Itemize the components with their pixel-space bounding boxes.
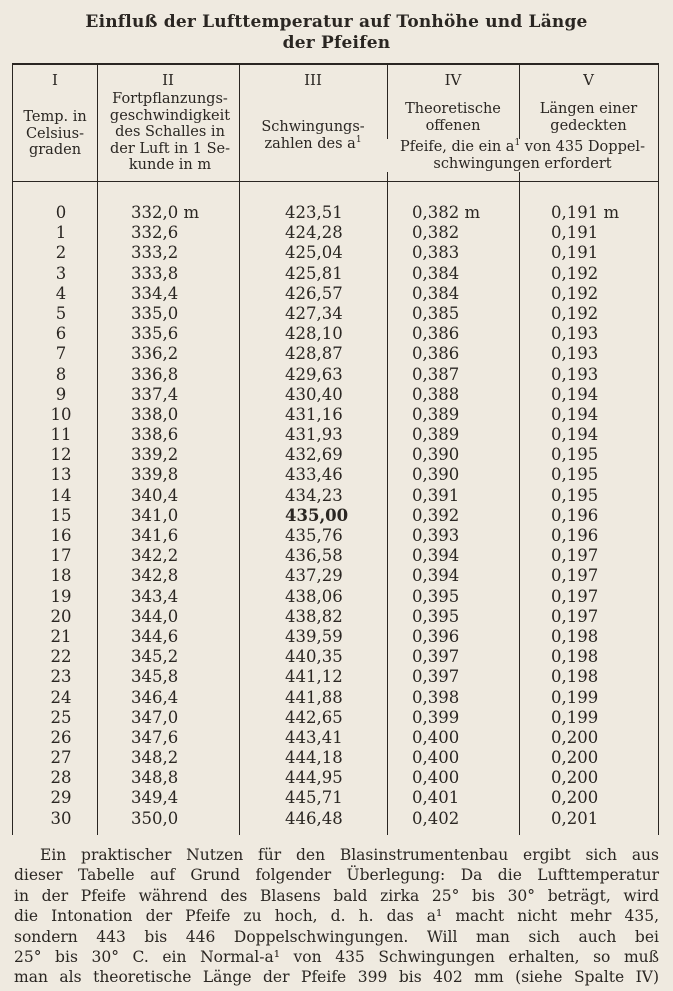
body-paragraph: [14, 845, 659, 988]
cell-stopped-length: 0,201: [551, 808, 599, 828]
cell-temperature: 2: [55, 243, 67, 263]
cell-open-length: 0,389: [412, 425, 460, 445]
cell-frequency: 444,18: [285, 748, 343, 768]
table-row: [13, 344, 658, 364]
table-row: [13, 566, 658, 586]
cell-open-length: 0,387: [412, 364, 460, 384]
cell-stopped-length: 0,191: [551, 243, 599, 263]
cell-speed: 338,0: [131, 404, 179, 424]
table-row: [13, 768, 658, 788]
paragraph-line: dieser Tabelle auf Grund folgender Überlegung: Da die Lufttemperatur: [14, 866, 659, 885]
cell-open-length: 0,384: [412, 263, 460, 283]
cell-stopped-length: 0,191 m: [551, 203, 620, 222]
cell-open-length: 0,395: [412, 586, 460, 606]
paragraph-line: man als theoretische Länge der Pfeife 399 bis 402 mm (siehe Spalte IV): [14, 968, 659, 987]
header-text: von 435 Doppel-: [520, 139, 645, 155]
column-number-3: III: [304, 71, 322, 89]
cell-temperature: 20: [50, 606, 72, 626]
cell-stopped-length: 0,199: [551, 687, 599, 707]
cell-stopped-length: 0,194: [551, 404, 599, 424]
cell-temperature: 5: [55, 303, 67, 323]
cell-stopped-length: 0,197: [551, 606, 599, 626]
cell-frequency: 425,81: [285, 263, 343, 283]
header-line: gedeckten: [550, 117, 627, 134]
cell-frequency: 441,88: [285, 687, 343, 707]
cell-temperature: 3: [55, 263, 67, 283]
cell-speed: 347,6: [131, 727, 179, 747]
header-open-pipe: [387, 101, 519, 134]
cell-frequency: 439,59: [285, 626, 343, 646]
cell-stopped-length: 0,195: [551, 465, 599, 485]
cell-open-length: 0,382: [412, 223, 460, 243]
header-line: [387, 139, 658, 156]
cell-open-length: 0,386: [412, 344, 460, 364]
table-row: [13, 788, 658, 808]
cell-open-length: 0,388: [412, 384, 460, 404]
cell-open-length: 0,399: [412, 707, 460, 727]
cell-stopped-length: 0,197: [551, 546, 599, 566]
header-rule: [13, 181, 658, 182]
cell-speed: 335,0: [131, 303, 179, 323]
cell-stopped-length: 0,198: [551, 667, 599, 687]
cell-open-length: 0,392: [412, 505, 460, 525]
cell-open-length: 0,390: [412, 465, 460, 485]
cell-speed: 340,4: [131, 485, 179, 505]
table-row: [13, 748, 658, 768]
table-row: [13, 203, 658, 223]
cell-stopped-length: 0,197: [551, 586, 599, 606]
cell-frequency: 446,48: [285, 808, 343, 828]
cell-speed: 337,4: [131, 384, 179, 404]
table-row: [13, 708, 658, 728]
table-row: [13, 304, 658, 324]
header-stopped-pipe: [519, 101, 658, 134]
header-line: graden: [28, 142, 82, 158]
cell-speed: 344,0: [131, 606, 179, 626]
cell-open-length: 0,389: [412, 404, 460, 424]
cell-speed: 342,8: [131, 566, 179, 586]
title-line-2: der Pfeifen: [282, 33, 391, 53]
column-number-1: I: [52, 71, 58, 89]
cell-open-length: 0,398: [412, 687, 460, 707]
cell-speed: 333,2: [131, 243, 179, 263]
header-line: kunde in m: [128, 157, 212, 173]
cell-speed: 341,0: [131, 505, 179, 525]
cell-frequency: 431,16: [285, 404, 343, 424]
cell-temperature: 13: [50, 465, 72, 485]
header-line: Theoretische: [405, 101, 501, 117]
table-row: [13, 486, 658, 506]
cell-temperature: 24: [50, 687, 72, 707]
table-row: [13, 728, 658, 748]
cell-frequency: 423,51: [285, 203, 343, 222]
cell-speed: 336,8: [131, 364, 179, 384]
cell-frequency: 445,71: [285, 788, 343, 808]
cell-temperature: 1: [55, 223, 67, 243]
table-row: [13, 627, 658, 647]
cell-stopped-length: 0,194: [551, 425, 599, 445]
cell-frequency: 438,06: [285, 586, 343, 606]
cell-open-length: 0,383: [412, 243, 460, 263]
cell-open-length: 0,397: [412, 647, 460, 667]
table-row: [13, 223, 658, 243]
header-line: der Luft in 1 Se-: [109, 140, 230, 157]
column-number-5: V: [583, 71, 594, 89]
header-line: [239, 136, 387, 153]
cell-stopped-length: 0,192: [551, 283, 599, 303]
cell-speed: 346,4: [131, 687, 179, 707]
cell-temperature: 17: [50, 546, 72, 566]
cell-temperature: 23: [50, 667, 72, 687]
cell-temperature: 27: [50, 748, 72, 768]
cell-speed: 348,2: [131, 748, 179, 768]
cell-frequency: 425,04: [285, 243, 343, 263]
cell-temperature: 26: [50, 727, 72, 747]
cell-open-length: 0,397: [412, 667, 460, 687]
table-row: [13, 284, 658, 304]
table-row: [13, 607, 658, 627]
table-row: [13, 465, 658, 485]
superscript: 1: [514, 138, 521, 148]
column-number-4: IV: [444, 71, 462, 89]
header-line: Fortpflanzungs-: [112, 91, 228, 107]
header-pipe-length-shared: [387, 139, 658, 172]
cell-speed: 332,0 m: [131, 203, 200, 222]
table-row: [13, 425, 658, 445]
cell-temperature: 30: [50, 808, 72, 828]
cell-temperature: 12: [50, 445, 72, 465]
header-line: Temp. in: [23, 109, 87, 125]
cell-stopped-length: 0,195: [551, 445, 599, 465]
cell-open-length: 0,391: [412, 485, 460, 505]
column-number-2: II: [162, 71, 174, 89]
cell-temperature: 28: [50, 768, 72, 788]
cell-stopped-length: 0,198: [551, 647, 599, 667]
cell-open-length: 0,386: [412, 324, 460, 344]
cell-frequency: 432,69: [285, 445, 343, 465]
table-row: [13, 365, 658, 385]
cell-speed: 350,0: [131, 808, 179, 828]
cell-temperature: 18: [50, 566, 72, 586]
table-row: [13, 445, 658, 465]
cell-stopped-length: 0,200: [551, 768, 599, 788]
cell-frequency: 435,00: [285, 505, 349, 525]
cell-speed: 342,2: [131, 546, 179, 566]
table-row: [13, 264, 658, 284]
cell-temperature: 4: [55, 283, 67, 303]
cell-temperature: 25: [50, 707, 72, 727]
cell-frequency: 433,46: [285, 465, 343, 485]
cell-frequency: 435,76: [285, 526, 343, 545]
cell-speed: 332,6: [131, 223, 179, 243]
cell-temperature: 15: [50, 505, 72, 525]
table-row: [13, 546, 658, 566]
cell-frequency: 424,28: [285, 223, 343, 243]
table-row: [13, 667, 658, 687]
header-line: Celsius-: [25, 125, 85, 142]
cell-speed: 339,8: [131, 465, 179, 485]
header-line: des Schalles in: [115, 124, 225, 140]
cell-stopped-length: 0,194: [551, 384, 599, 404]
cell-speed: 348,8: [131, 768, 179, 788]
cell-open-length: 0,402: [412, 808, 460, 828]
cell-open-length: 0,390: [412, 445, 460, 465]
cell-frequency: 441,12: [285, 667, 343, 687]
cell-speed: 334,4: [131, 283, 179, 303]
header-line: geschwindigkeit: [109, 107, 231, 124]
cell-temperature: 0: [55, 203, 67, 222]
table-row: [13, 324, 658, 344]
cell-stopped-length: 0,191: [551, 223, 599, 243]
paragraph-line: Ein praktischer Nutzen für den Blasinstrumentenbau ergibt sich aus: [40, 846, 659, 864]
cell-stopped-length: 0,193: [551, 324, 599, 344]
cell-open-length: 0,393: [412, 526, 460, 545]
cell-frequency: 431,93: [285, 425, 343, 445]
header-text: Pfeife, die ein a: [400, 139, 515, 155]
data-table: [12, 63, 659, 835]
cell-stopped-length: 0,192: [551, 263, 599, 283]
header-text: zahlen des a: [264, 135, 356, 152]
paragraph-line: sondern 443 bis 446 Doppelschwingungen. Will man sich auch bei: [14, 927, 659, 946]
cell-stopped-length: 0,193: [551, 364, 599, 384]
header-line: Längen einer: [539, 101, 638, 117]
cell-frequency: 426,57: [285, 283, 343, 303]
cell-speed: 344,6: [131, 626, 179, 646]
table-row: [13, 385, 658, 405]
cell-stopped-length: 0,200: [551, 788, 599, 808]
table-row: [13, 688, 658, 708]
cell-frequency: 429,63: [285, 364, 343, 384]
cell-stopped-length: 0,198: [551, 626, 599, 646]
cell-temperature: 6: [55, 324, 67, 344]
cell-speed: 339,2: [131, 445, 179, 465]
cell-temperature: 9: [55, 384, 67, 404]
title-line-1: Einfluß der Lufttemperatur auf Tonhöhe und Länge: [85, 12, 588, 32]
header-line: Schwingungs-: [261, 119, 365, 135]
cell-stopped-length: 0,192: [551, 303, 599, 323]
cell-speed: 341,6: [131, 526, 179, 545]
superscript: 1: [355, 134, 362, 145]
cell-open-length: 0,396: [412, 626, 460, 646]
cell-frequency: 430,40: [285, 384, 343, 404]
page-title: [0, 12, 673, 54]
cell-stopped-length: 0,200: [551, 748, 599, 768]
cell-stopped-length: 0,195: [551, 485, 599, 505]
header-frequency: [239, 119, 387, 152]
cell-frequency: 442,65: [285, 707, 343, 727]
cell-temperature: 14: [50, 485, 72, 505]
cell-open-length: 0,401: [412, 788, 460, 808]
cell-stopped-length: 0,197: [551, 566, 599, 586]
cell-stopped-length: 0,196: [551, 505, 599, 525]
cell-open-length: 0,385: [412, 303, 460, 323]
cell-frequency: 428,87: [285, 344, 343, 364]
cell-open-length: 0,384: [412, 283, 460, 303]
cell-speed: 349,4: [131, 788, 179, 808]
cell-temperature: 19: [50, 586, 72, 606]
cell-frequency: 438,82: [285, 606, 343, 626]
cell-speed: 345,2: [131, 647, 179, 667]
cell-open-length: 0,400: [412, 727, 460, 747]
cell-temperature: 8: [55, 364, 67, 384]
cell-stopped-length: 0,199: [551, 707, 599, 727]
cell-frequency: 437,29: [285, 566, 343, 586]
cell-frequency: 428,10: [285, 324, 343, 344]
cell-open-length: 0,400: [412, 748, 460, 768]
cell-open-length: 0,395: [412, 606, 460, 626]
header-line: schwingungen erfordert: [433, 155, 612, 172]
cell-temperature: 11: [50, 425, 72, 445]
cell-frequency: 444,95: [285, 768, 343, 788]
cell-speed: 343,4: [131, 586, 179, 606]
cell-temperature: 21: [50, 626, 72, 646]
cell-stopped-length: 0,193: [551, 344, 599, 364]
cell-speed: 336,2: [131, 344, 179, 364]
header-line: offenen: [425, 117, 481, 134]
cell-speed: 338,6: [131, 425, 179, 445]
cell-frequency: 443,41: [285, 727, 343, 747]
cell-open-length: 0,394: [412, 566, 460, 586]
cell-speed: 345,8: [131, 667, 179, 687]
cell-frequency: 427,34: [285, 303, 343, 323]
cell-speed: 333,8: [131, 263, 179, 283]
cell-open-length: 0,394: [412, 546, 460, 566]
table-row: [13, 809, 658, 829]
table-row: [13, 647, 658, 667]
cell-temperature: 29: [50, 788, 72, 808]
cell-speed: 347,0: [131, 707, 179, 727]
table-row: [13, 526, 658, 546]
cell-stopped-length: 0,200: [551, 727, 599, 747]
cell-stopped-length: 0,196: [551, 526, 599, 545]
cell-speed: 335,6: [131, 324, 179, 344]
header-speed-of-sound: [99, 91, 241, 174]
paragraph-line: die Intonation der Pfeife zu hoch, d. h. das a¹ macht nicht mehr 435,: [14, 907, 659, 926]
cell-temperature: 7: [55, 344, 67, 364]
paragraph-line: 25° bis 30° C. ein Normal-a¹ von 435 Schwingungen erhalten, so muß: [14, 948, 659, 967]
table-row: [13, 587, 658, 607]
cell-frequency: 434,23: [285, 485, 343, 505]
cell-temperature: 10: [50, 404, 72, 424]
table-row: [13, 243, 658, 263]
cell-temperature: 22: [50, 647, 72, 667]
cell-temperature: 16: [50, 526, 72, 545]
cell-open-length: 0,400: [412, 768, 460, 788]
table-body: [13, 203, 658, 829]
table-row: [13, 405, 658, 425]
header-temperature: [13, 109, 97, 159]
cell-open-length: 0,382 m: [412, 203, 481, 222]
cell-frequency: 436,58: [285, 546, 343, 566]
table-row: [13, 506, 658, 526]
paragraph-line: in der Pfeife während des Blasens bald zirka 25° bis 30° beträgt, wird: [14, 886, 659, 905]
cell-frequency: 440,35: [285, 647, 343, 667]
